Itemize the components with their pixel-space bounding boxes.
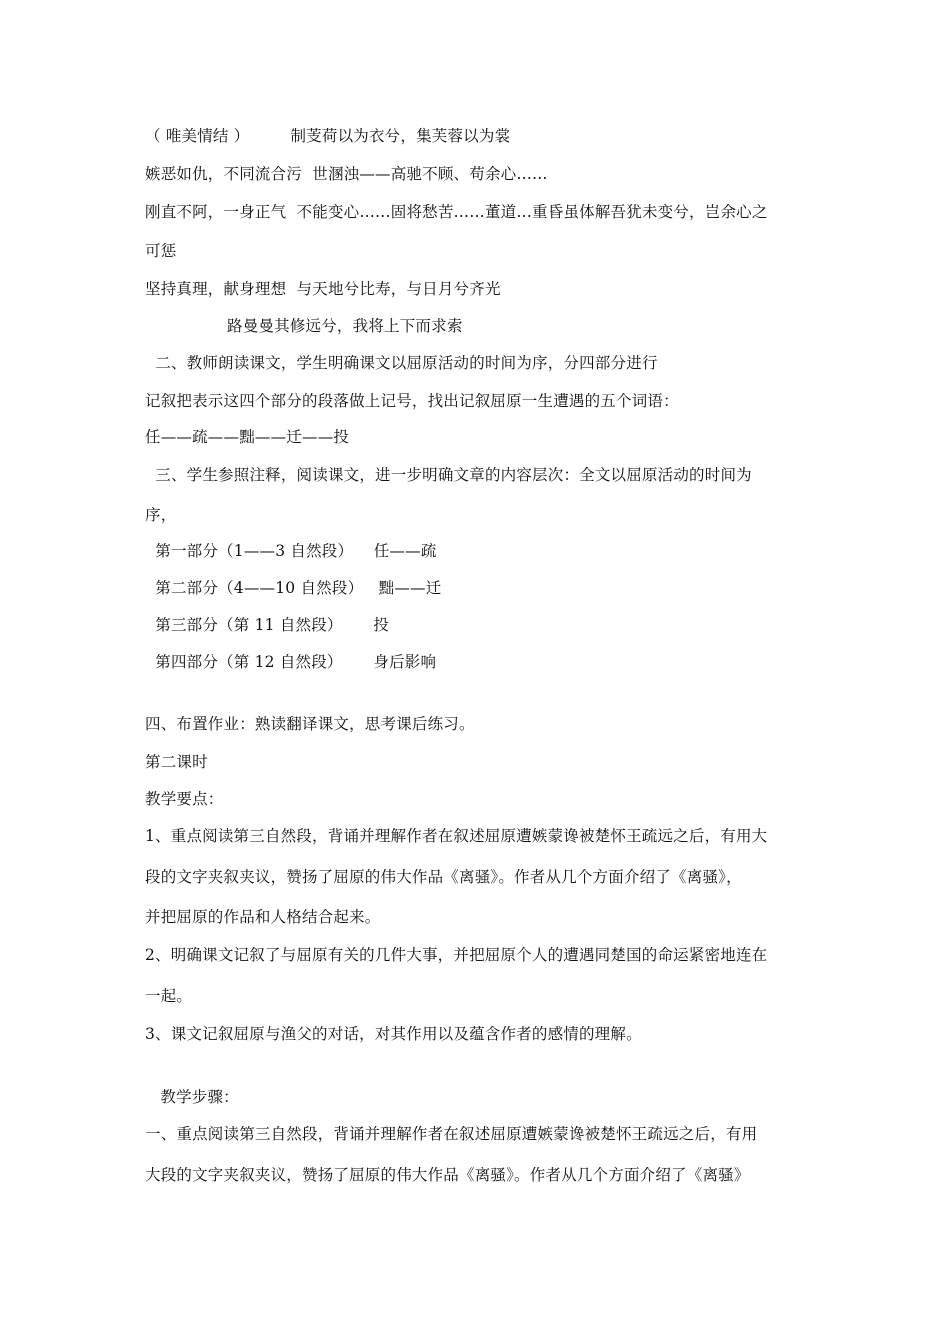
- text-line: 一起。: [145, 987, 193, 1005]
- section-heading-2: 二、教师朗读课文，学生明确课文以屈原活动的时间为序，分四部分进行: [145, 354, 658, 372]
- text-line: 1、重点阅读第三自然段，背诵并理解作者在叙述屈原遭嫉蒙谗被楚怀王疏远之后，有用大: [145, 827, 768, 845]
- text-line: 序，: [145, 506, 177, 524]
- section-heading-4: 四、布置作业：熟读翻译课文，思考课后练习。: [145, 715, 475, 733]
- part-item: 第三部分（第 11 自然段） 投: [145, 616, 390, 634]
- steps-heading: 教学步骤：: [145, 1088, 239, 1106]
- text-line: 3、课文记叙屈原与渔父的对话，对其作用以及蕴含作者的感情的理解。: [145, 1025, 642, 1043]
- part-item: 第四部分（第 12 自然段） 身后影响: [145, 653, 437, 671]
- text-line: 大段的文字夹叙夹议，赞扬了屈原的伟大作品《离骚》。作者从几个方面介绍了《离骚》: [145, 1166, 750, 1184]
- text-line-quote-intro: （ 唯美情结 ） 制芰荷以为衣兮，集芙蓉以为裳: [145, 127, 511, 145]
- lesson-title: 第二课时: [145, 753, 208, 771]
- text-line: 坚持真理，献身理想 与天地兮比寿，与日月兮齐光: [145, 280, 501, 298]
- text-line: 任——疏——黜——迁——投: [145, 428, 350, 446]
- text-line: 一、重点阅读第三自然段，背诵并理解作者在叙述屈原遭嫉蒙谗被楚怀王疏远之后，有用: [145, 1125, 758, 1143]
- key-points-heading: 教学要点：: [145, 790, 224, 808]
- text-line: 可惩: [145, 242, 177, 260]
- text-line: 段的文字夹叙夹议，赞扬了屈原的伟大作品《离骚》。作者从几个方面介绍了《离骚》，: [145, 868, 742, 886]
- part-item: 第一部分（1——3 自然段） 任——疏: [145, 542, 437, 560]
- text-line: 嫉恶如仇，不同流合污 世溷浊——高驰不顾、苟余心……: [145, 165, 548, 183]
- text-line: 刚直不阿，一身正气 不能变心……固将愁苦……董道…重昏虽体解吾犹未变兮，岂余心之: [145, 203, 768, 221]
- part-item: 第二部分（4——10 自然段） 黜——迁: [145, 579, 442, 597]
- text-line: 记叙把表示这四个部分的段落做上记号，找出记叙屈原一生遭遇的五个词语：: [145, 392, 679, 410]
- text-line: 路曼曼其修远兮，我将上下而求索: [145, 317, 463, 335]
- text-line: 并把屈原的作品和人格结合起来。: [145, 908, 381, 926]
- text-line: 2、明确课文记叙了与屈原有关的几件大事，并把屈原个人的遭遇同楚国的命运紧密地连在: [145, 946, 768, 964]
- section-heading-3: 三、学生参照注释，阅读课文，进一步明确文章的内容层次：全文以屈原活动的时间为: [145, 466, 752, 484]
